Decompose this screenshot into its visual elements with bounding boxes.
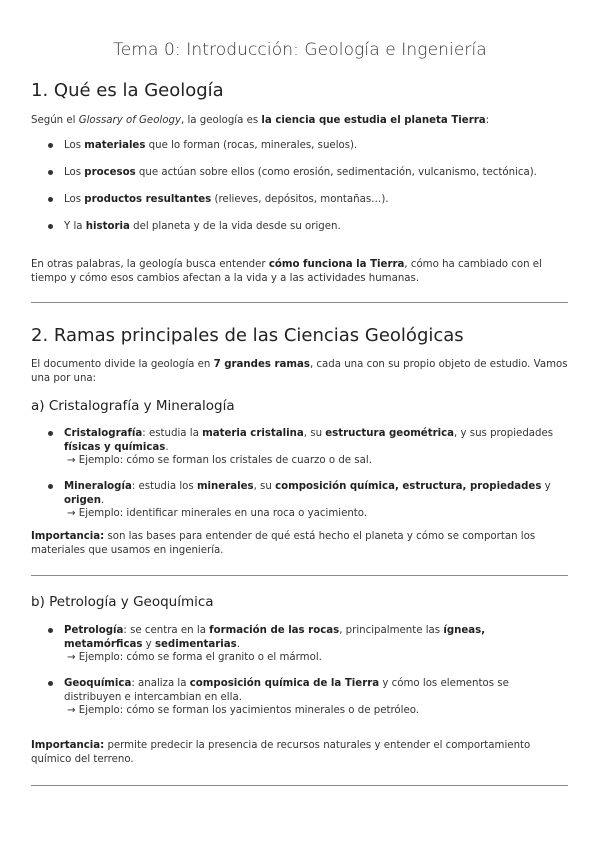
bullet-icon bbox=[48, 170, 53, 175]
list-item: Petrología: se centra en la formación de las rocas, principalmente las ígneas, metamórficas y sedimentarias. → Ejemplo: cómo se forma el granito o el mármol. bbox=[64, 624, 564, 665]
list-item: Y la historia del planeta y de la vida desde su origen. bbox=[64, 221, 341, 232]
divider bbox=[31, 575, 568, 576]
list-item: Los materiales que lo forman (rocas, minerales, suelos). bbox=[64, 140, 358, 151]
section-2-heading: 2. Ramas principales de las Ciencias Geológicas bbox=[31, 325, 464, 346]
example-line: → Ejemplo: cómo se forman los yacimientos minerales o de petróleo. bbox=[67, 705, 420, 716]
list-item: Geoquímica: analiza la composición química de la Tierra y cómo los elementos se distribuyen e intercambian en ella. → Ejemplo: cómo se forman los yacimientos minerales o de petróleo. bbox=[64, 677, 568, 718]
section-1-closing: En otras palabras, la geología busca entender cómo funciona la Tierra, cómo ha cambiado con el tiempo y cómo esos cambios afectan a la vida y a las actividades humanas. bbox=[31, 259, 542, 284]
list-item: Mineralogía: estudia los minerales, su composición química, estructura, propiedades y origen. → Ejemplo: identificar minerales en una roca o yacimiento. bbox=[64, 480, 572, 521]
example-line: → Ejemplo: cómo se forma el granito o el mármol. bbox=[67, 652, 322, 663]
divider bbox=[31, 302, 568, 303]
document-title: Tema 0: Introducción: Geología e Ingeniería bbox=[113, 40, 487, 60]
importance-note: Importancia: permite predecir la presencia de recursos naturales y entender el comportamiento químico del terreno. bbox=[31, 740, 531, 765]
example-line: → Ejemplo: cómo se forman los cristales de cuarzo o de sal. bbox=[67, 455, 372, 466]
bullet-icon bbox=[48, 628, 53, 633]
list-item: Los productos resultantes (relieves, depósitos, montañas…). bbox=[64, 194, 389, 205]
list-item: Los procesos que actúan sobre ellos (como erosión, sedimentación, vulcanismo, tectónica). bbox=[64, 167, 537, 178]
bullet-icon bbox=[48, 143, 53, 148]
section-1-heading: 1. Qué es la Geología bbox=[31, 80, 224, 101]
subsection-b-heading: b) Petrología y Geoquímica bbox=[31, 594, 214, 610]
bullet-icon bbox=[48, 197, 53, 202]
subsection-a-heading: a) Cristalografía y Mineralogía bbox=[31, 398, 235, 414]
bullet-icon bbox=[48, 681, 53, 686]
bullet-icon bbox=[48, 484, 53, 489]
section-2-intro: El documento divide la geología en 7 grandes ramas, cada una con su propio objeto de estudio. Vamos una por una: bbox=[31, 359, 568, 384]
section-1-intro: Según el Glossary of Geology, la geología es la ciencia que estudia el planeta Tierra: bbox=[31, 115, 490, 126]
importance-note: Importancia: son las bases para entender de qué está hecho el planeta y cómo se comportan los materiales que usamos en ingeniería. bbox=[31, 531, 536, 556]
example-line: → Ejemplo: identificar minerales en una roca o yacimiento. bbox=[67, 508, 368, 519]
list-item: Cristalografía: estudia la materia cristalina, su estructura geométrica, y sus propiedades físicas y químicas. → Ejemplo: cómo se forman los cristales de cuarzo o de sal. bbox=[64, 427, 572, 468]
bullet-icon bbox=[48, 431, 53, 436]
divider bbox=[31, 785, 568, 786]
bullet-icon bbox=[48, 224, 53, 229]
